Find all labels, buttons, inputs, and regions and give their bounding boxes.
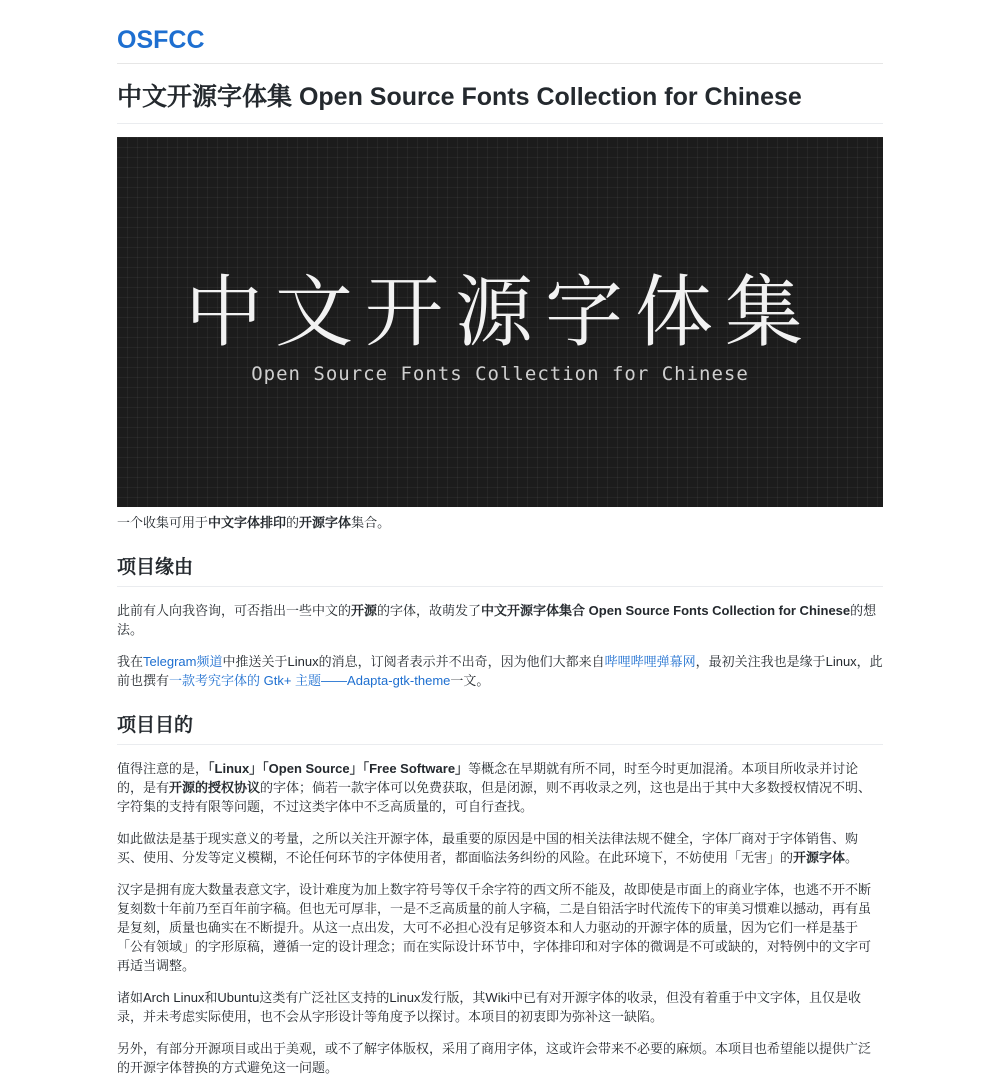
caption-text: 的 xyxy=(286,515,300,530)
text-run: ，最初关注我也是缘于Linux，此前也撰有 xyxy=(117,654,883,688)
header-divider xyxy=(117,63,883,64)
hero-title: 中文开源字体集 xyxy=(184,268,815,358)
hero-subtitle: Open Source Fonts Collection for Chinese xyxy=(251,363,749,385)
purpose-paragraph-3: 汉字是拥有庞大数量表意文字，设计难度为加上数字符号等仅千余字符的西文所不能及，故即使是市面上的商业字体，也逃不开不断复刻数十年前乃至百年前字稿。但也无可厚非，一是不乏高质量的前人字稿，二是自铅活字时代流传下的审美习惯难以撼动，再有虽是复刻，质量也确实在不断提升。从这一点出发，大可不必担心没有足够资本和人力驱动的开源字体的质量，因为它们一样是基于「公有领域」的字形原稿，遵循一定的设计理念；而在实际设计环节中，字体排印和对字体的微调是不可或缺的，对特例中的文字可再适当调整。 xyxy=(117,882,872,973)
text-run: 等概念在早期就有所不同，时至今时更加混淆。本项目所收录并讨论的，是有 xyxy=(117,761,859,795)
caption-text: 一个收集可用于 xyxy=(117,515,209,530)
page-container xyxy=(117,0,883,1077)
text-run: 此前有人向我咨询，可否指出一些中文的 xyxy=(117,603,352,618)
bold-run: 开源 xyxy=(351,603,378,618)
text-run: 。 xyxy=(845,850,859,865)
bold-run: 中文开源字体集合 Open Source Fonts Collection for Chinese xyxy=(481,603,851,618)
page-title: 中文开源字体集 Open Source Fonts Collection for Chinese xyxy=(117,82,883,124)
purpose-paragraph-2 xyxy=(117,829,883,867)
purpose-paragraph-1 xyxy=(117,759,883,816)
caption-text: 集合。 xyxy=(351,515,391,530)
telegram-channel-link[interactable]: Telegram频道 xyxy=(143,654,223,669)
text-run: 的想法。 xyxy=(117,603,877,637)
text-run: 的字体；倘若一款字体可以免费获取，但是闭源，则不再收录之列，这也是出于其中大多数授权情况不明、字符集的支持有限等问题，不过这类字体中不乏高质量的，可自行查找。 xyxy=(117,780,872,814)
text-run: 的字体，故萌发了 xyxy=(377,603,482,618)
intro-caption xyxy=(117,513,883,532)
bold-run: 开源字体 xyxy=(793,850,846,865)
text-run: 中推送关于Linux的消息，订阅者表示并不出奇，因为他们大都来自 xyxy=(222,654,605,669)
origin-paragraph-2 xyxy=(117,652,883,690)
adapta-article-link[interactable]: 一款考究字体的 Gtk+ 主题——Adapta-gtk-theme xyxy=(169,673,451,688)
bilibili-link[interactable]: 哔哩哔哩弹幕网 xyxy=(604,654,696,669)
text-run: 我在 xyxy=(117,654,144,669)
text-run: 如此做法是基于现实意义的考量，之所以关注开源字体，最重要的原因是中国的相关法律法规不健全，字体厂商对于字体销售、购买、使用、分发等定义模糊，不论任何环节的字体使用者，都面临法务纠纷的风险。在此环境下，不妨使用「无害」的 xyxy=(117,831,859,865)
hero-banner-image xyxy=(117,137,883,507)
origin-paragraph-1 xyxy=(117,601,883,639)
caption-bold: 中文字体排印 xyxy=(208,515,287,530)
heading-purpose: 项目目的 xyxy=(117,714,883,745)
bold-run: 开源的授权协议 xyxy=(169,780,261,795)
text-run: 值得注意的是， xyxy=(117,761,209,776)
purpose-paragraph-5: 另外，有部分开源项目或出于美观，或不了解字体版权，采用了商用字体，这或许会带来不必要的麻烦。本项目也希望能以提供广泛的开源字体替换的方式避免这一问题。 xyxy=(117,1041,872,1075)
caption-bold: 开源字体 xyxy=(299,515,352,530)
heading-origin: 项目缘由 xyxy=(117,556,883,587)
site-title-link[interactable]: OSFCC xyxy=(117,26,205,54)
bold-run: 「Linux」「Open Source」「Free Software」 xyxy=(208,761,469,776)
purpose-paragraph-4: 诸如Arch Linux和Ubuntu这类有广泛社区支持的Linux发行版，其Wiki中已有对开源字体的收录，但没有着重于中文字体，且仅是收录，并未考虑实际使用，也不会从字形设计等角度予以探讨。本项目的初衷即为弥补这一缺陷。 xyxy=(117,990,861,1024)
text-run: 一文。 xyxy=(450,673,490,688)
